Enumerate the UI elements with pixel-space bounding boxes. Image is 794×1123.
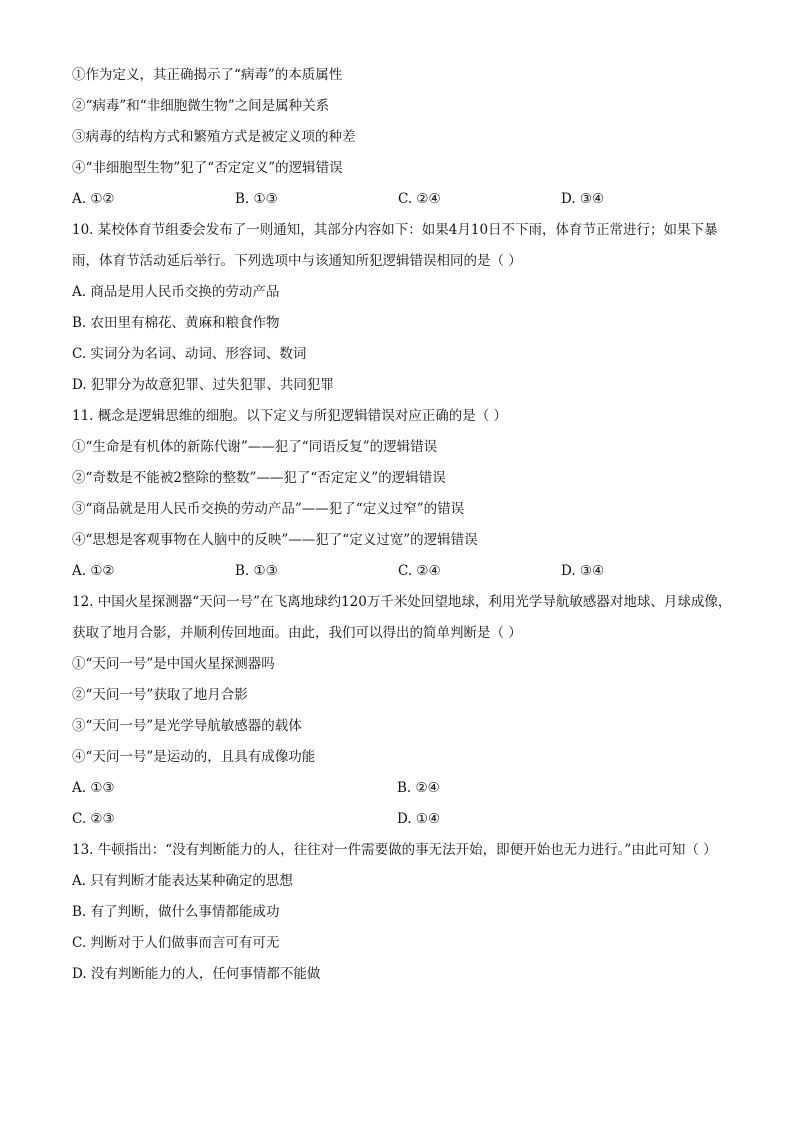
q12-statement-4: ④“天问一号”是运动的，且具有成像功能: [72, 749, 316, 765]
q11-stem: 11. 概念是逻辑思维的细胞。以下定义与所犯逻辑错误对应正确的是（ ）: [72, 408, 508, 424]
q10-stem: 10. 某校体育节组委会发布了一则通知，其部分内容如下：如果4月10日不下雨，体育节正常进行；如果下暴雨，体育节活动延后举行。下列选项中与该通知所犯逻辑错误相同的是（ ）: [72, 222, 718, 269]
q13-choice-b: B. 有了判断，做什么事情都能成功: [72, 904, 280, 920]
q13-choice-a: A. 只有判断才能表达某种确定的思想: [72, 873, 293, 889]
q9-option-a: A. ①②: [72, 191, 115, 207]
q12-statement-3: ③“天问一号”是光学导航敏感器的载体: [72, 718, 302, 734]
q12-stem: 12. 中国火星探测器“天问一号”在飞离地球约120万千米处回望地球，利用光学导航敏感器对地球、月球成像，获取了地月合影，并顺利传回地面。由此，我们可以得出的简单判断是（ ）: [72, 594, 732, 641]
q12-option-a: A. ①③: [72, 780, 115, 796]
q11-option-b: B. ①③: [235, 563, 278, 579]
q12-statement-2: ②“天问一号”获取了地月合影: [72, 687, 248, 703]
q9-statement-1: ①作为定义，其正确揭示了“病毒”的本质属性: [72, 67, 343, 83]
q11-option-c: C. ②④: [398, 563, 441, 579]
q12-option-c: C. ②③: [72, 811, 115, 827]
q13-choice-c: C. 判断对于人们做事而言可有可无: [72, 935, 280, 951]
q9-statement-3: ③病毒的结构方式和繁殖方式是被定义项的种差: [72, 129, 356, 145]
q9-options: [72, 184, 732, 215]
q9-statement-2: ②“病毒”和“非细胞微生物”之间是属种关系: [72, 98, 330, 114]
q13-choice-d: D. 没有判断能力的人，任何事情都不能做: [72, 966, 321, 982]
q10-choice-d: D. 犯罪分为故意犯罪、过失犯罪、共同犯罪: [72, 377, 334, 393]
q11-statement-2: ②“奇数是不能被2整除的整数”——犯了“否定定义”的逻辑错误: [72, 470, 446, 486]
q10-choice-b: B. 农田里有棉花、黄麻和粮食作物: [72, 315, 280, 331]
q12-option-b: B. ②④: [397, 780, 440, 796]
q11-option-a: A. ①②: [72, 563, 115, 579]
q11-options: [72, 556, 732, 587]
q12-options-row-1: [72, 773, 732, 804]
q11-statement-3: ③“商品就是用人民币交换的劳动产品”——犯了“定义过窄”的错误: [72, 501, 465, 517]
q12-option-d: D. ①④: [397, 811, 441, 827]
q12-options-row-2: [72, 804, 732, 835]
exam-page: [72, 60, 732, 990]
q10-choice-c: C. 实词分为名词、动词、形容词、数词: [72, 346, 307, 362]
q9-option-b: B. ①③: [235, 191, 278, 207]
q10-choice-a: A. 商品是用人民币交换的劳动产品: [72, 284, 280, 300]
q9-statement-4: ④“非细胞型生物”犯了“否定定义”的逻辑错误: [72, 160, 343, 176]
q9-option-c: C. ②④: [398, 191, 441, 207]
q13-stem: 13. 牛顿指出：“没有判断能力的人，往往对一件需要做的事无法开始，即便开始也无力进行。”由此可知（ ）: [72, 842, 717, 858]
q12-statement-1: ①“天问一号”是中国火星探测器吗: [72, 656, 275, 672]
q11-statement-4: ④“思想是客观事物在人脑中的反映”——犯了“定义过宽”的逻辑错误: [72, 532, 478, 548]
q9-option-d: D. ③④: [561, 191, 605, 207]
q11-option-d: D. ③④: [561, 563, 605, 579]
q11-statement-1: ①“生命是有机体的新陈代谢”——犯了“同语反复”的逻辑错误: [72, 439, 438, 455]
